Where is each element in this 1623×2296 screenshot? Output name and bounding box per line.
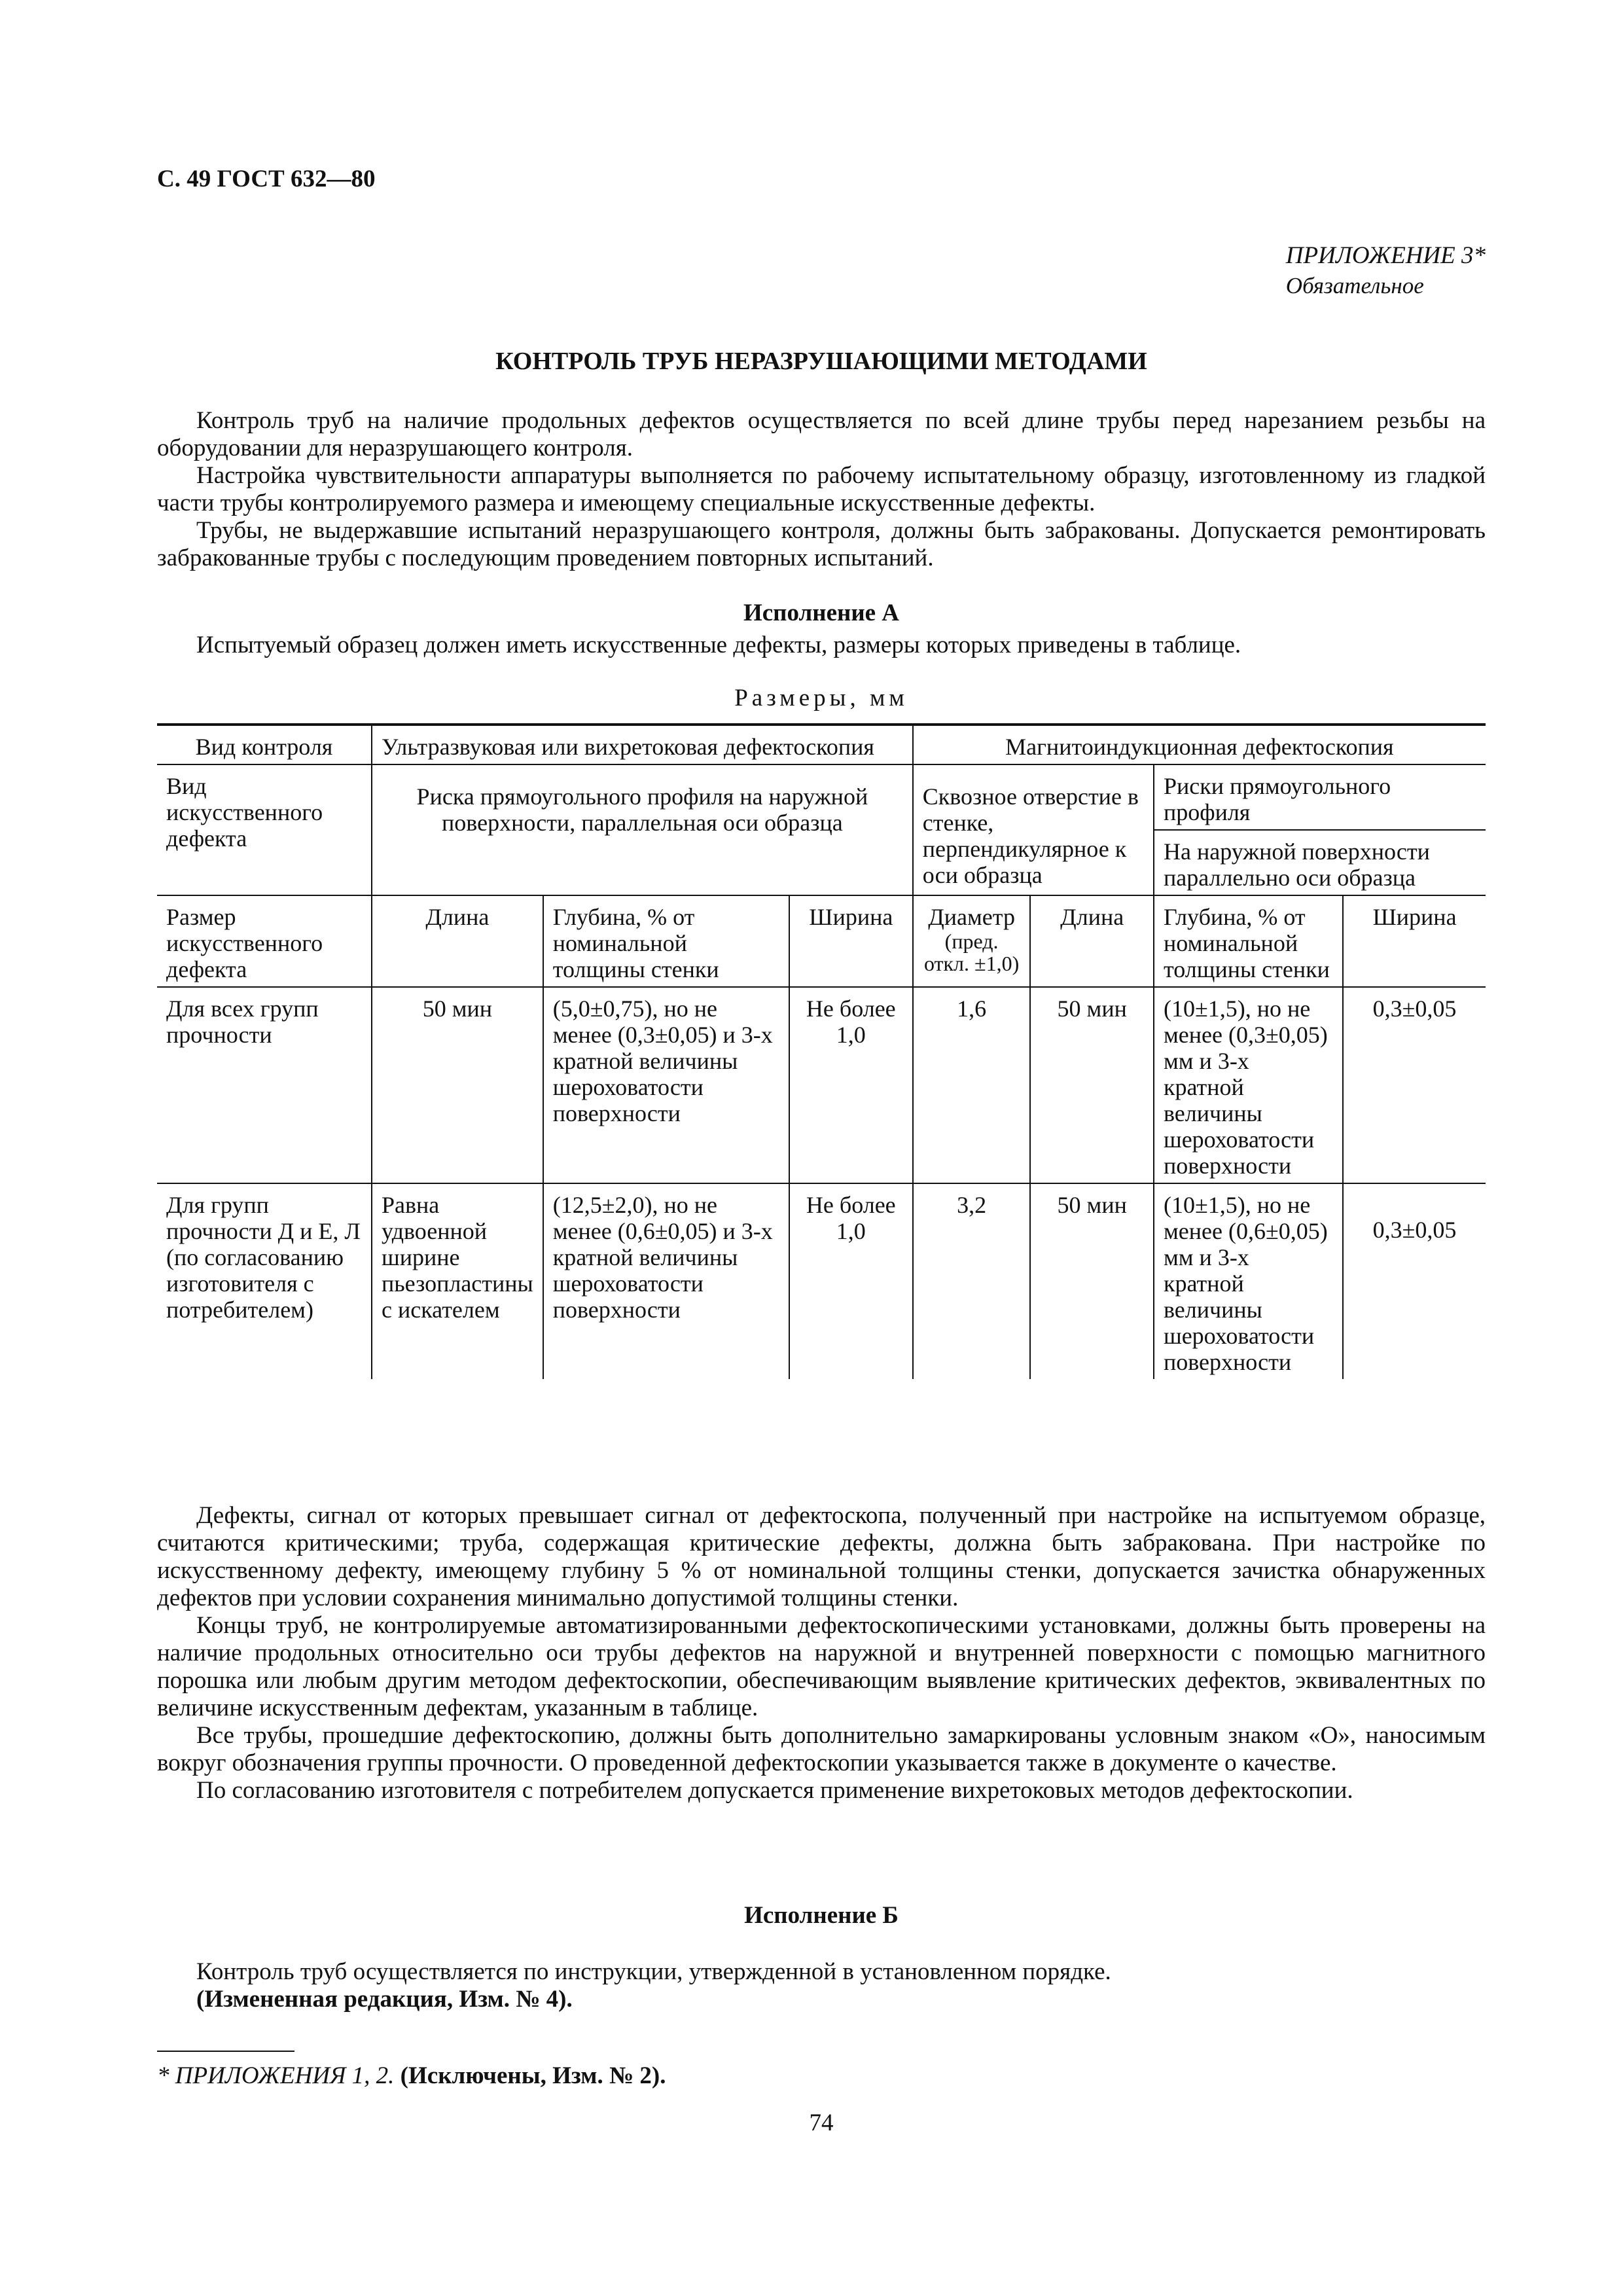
cell-col-header: Длина <box>1030 895 1154 987</box>
intro-paragraph: Трубы, не выдержавшие испытаний неразрушающего контроля, должны быть забракованы. Допускается ремонтировать забракованные трубы с последующим проведением повторных испытаний. <box>157 517 1486 571</box>
cell-ultrasonic: Ультразвуковая или вихретоковая дефектоскопия <box>372 725 913 764</box>
table-row <box>157 987 1486 1183</box>
cell-col-header: Ширина <box>1343 895 1486 987</box>
appendix-label <box>1286 241 1486 301</box>
table-row-size <box>157 895 1486 987</box>
table-row <box>157 1183 1486 1379</box>
cell-label: Вид искусственного дефекта <box>157 764 372 895</box>
table-cell: (5,0±0,75), но не менее (0,3±0,05) и 3-х кратной величины шероховатости поверхности <box>543 987 789 1183</box>
section-b-paragraph: Контроль труб осуществляется по инструкции, утвержденной в установленном порядке. <box>196 1958 1111 1985</box>
table-caption: Размеры, мм <box>734 685 908 711</box>
section-a-title: Исполнение А <box>743 600 900 626</box>
table-cell: 1,6 <box>913 987 1031 1183</box>
table-cell: 50 мин <box>1030 987 1154 1183</box>
cell-risk-subtype: На наружной поверхности параллельно оси образца <box>1154 830 1486 895</box>
table-cell: Не более 1,0 <box>789 987 913 1183</box>
cell-label: Вид контроля <box>157 725 372 764</box>
cell-risk-defect: Риски прямоугольного профиля <box>1154 764 1486 830</box>
body-paragraph: Концы труб, не контролируемые автоматизированными дефектоскопическими установками, должны быть проверены на наличие продольных относительно оси трубы дефектов на наружной и внутренней поверхности с помощью магнитного порошка или любым другим методом дефектоскопии, обеспечивающим выявление критических дефектов, эквивалентных по величине искусственным дефектам, указанным в таблице. <box>157 1612 1486 1721</box>
cell-ultra-defect: Риска прямоугольного профиля на наружной поверхности, параллельная оси образца <box>372 764 913 895</box>
section-b-title: Исполнение Б <box>744 1902 899 1929</box>
footnote-divider <box>157 2051 294 2052</box>
diameter-label: Диаметр <box>928 904 1015 930</box>
table-cell: (10±1,5), но не менее (0,6±0,05) мм и 3-х кратной величины шероховатости поверхности <box>1154 1183 1343 1379</box>
cell-label: Размер искусственного дефекта <box>157 895 372 987</box>
table-cell: 50 мин <box>1030 1183 1154 1379</box>
cell-col-header: Глубина, % от номинальной толщины стенки <box>543 895 789 987</box>
after-table-text <box>157 1502 1486 1804</box>
cell-magnetic: Магнитоиндукционная дефектоскопия <box>913 725 1486 764</box>
cell-hole-defect: Сквозное отверстие в стенке, перпендикулярное к оси образца <box>913 764 1154 895</box>
appendix-subtitle: Обязательное <box>1285 273 1424 298</box>
footnote-ref: * ПРИЛОЖЕНИЯ 1, 2. <box>157 2062 395 2089</box>
cell-col-header <box>913 895 1031 987</box>
table-cell: 3,2 <box>913 1183 1031 1379</box>
section-b-note: (Измененная редакция, Изм. № 4). <box>196 1986 573 2013</box>
intro-paragraph: Контроль труб на наличие продольных дефектов осуществляется по всей длине трубы перед нарезанием резьбы на оборудовании для неразрушающего контроля. <box>157 407 1486 461</box>
table-row-control-type <box>157 725 1486 764</box>
page-number: 74 <box>809 2109 834 2136</box>
document-title: КОНТРОЛЬ ТРУБ НЕРАЗРУШАЮЩИМИ МЕТОДАМИ <box>495 348 1147 375</box>
diameter-tolerance: (пред. откл. ±1,0) <box>923 929 1020 975</box>
table-cell: Равна удвоенной ширине пьезопластины с искателем <box>372 1183 543 1379</box>
footnote-note: (Исключены, Изм. № 2). <box>400 2062 666 2089</box>
intro-paragraph: Настройка чувствительности аппаратуры выполняется по рабочему испытательному образцу, изготовленному из гладкой части трубы контролируемого размера и имеющему специальные искусственные дефекты. <box>157 462 1486 516</box>
intro-text <box>157 407 1486 572</box>
section-a-text <box>157 632 1486 659</box>
table-row-defect-type <box>157 764 1486 830</box>
table-cell: 0,3±0,05 <box>1343 1183 1486 1379</box>
footnote <box>157 2062 666 2090</box>
table-cell: (12,5±2,0), но не менее (0,6±0,05) и 3-х кратной величины шероховатости поверхности <box>543 1183 789 1379</box>
body-paragraph: По согласованию изготовителя с потребителем допускается применение вихретоковых методов дефектоскопии. <box>196 1777 1353 1804</box>
cell-col-header: Длина <box>372 895 543 987</box>
table-cell: 50 мин <box>372 987 543 1183</box>
table-cell: (10±1,5), но не менее (0,3±0,05) мм и 3-х кратной величины шероховатости поверхности <box>1154 987 1343 1183</box>
row-label: Для всех групп прочности <box>157 987 372 1183</box>
defects-table <box>157 723 1486 1379</box>
table-cell: 0,3±0,05 <box>1343 987 1486 1183</box>
body-paragraph: Дефекты, сигнал от которых превышает сигнал от дефектоскопа, полученный при настройке на испытуемом образце, считаются критическими; труба, содержащая критические дефекты, должна быть забракована. При настройке по искусственному дефекту, имеющему глубину 5 % от номинальной толщины стенки, допускается зачистка обнаруженных дефектов при условии сохранения минимально допустимой толщины стенки. <box>157 1502 1486 1611</box>
row-label: Для групп прочности Д и Е, Л (по согласованию изготовителя с потребителем) <box>157 1183 372 1379</box>
page-header: С. 49 ГОСТ 632—80 <box>157 166 376 192</box>
section-a-paragraph: Испытуемый образец должен иметь искусственные дефекты, размеры которых приведены в таблице. <box>196 632 1241 658</box>
body-paragraph: Все трубы, прошедшие дефектоскопию, должны быть дополнительно замаркированы условным знаком «О», наносимым вокруг обозначения группы прочности. О проведенной дефектоскопии указывается также в документе о качестве. <box>157 1722 1486 1776</box>
cell-col-header: Ширина <box>789 895 913 987</box>
cell-col-header: Глубина, % от номинальной толщины стенки <box>1154 895 1343 987</box>
appendix-title: ПРИЛОЖЕНИЕ 3* <box>1285 242 1486 269</box>
table-cell: Не более 1,0 <box>789 1183 913 1379</box>
section-b-text <box>157 1958 1486 2013</box>
